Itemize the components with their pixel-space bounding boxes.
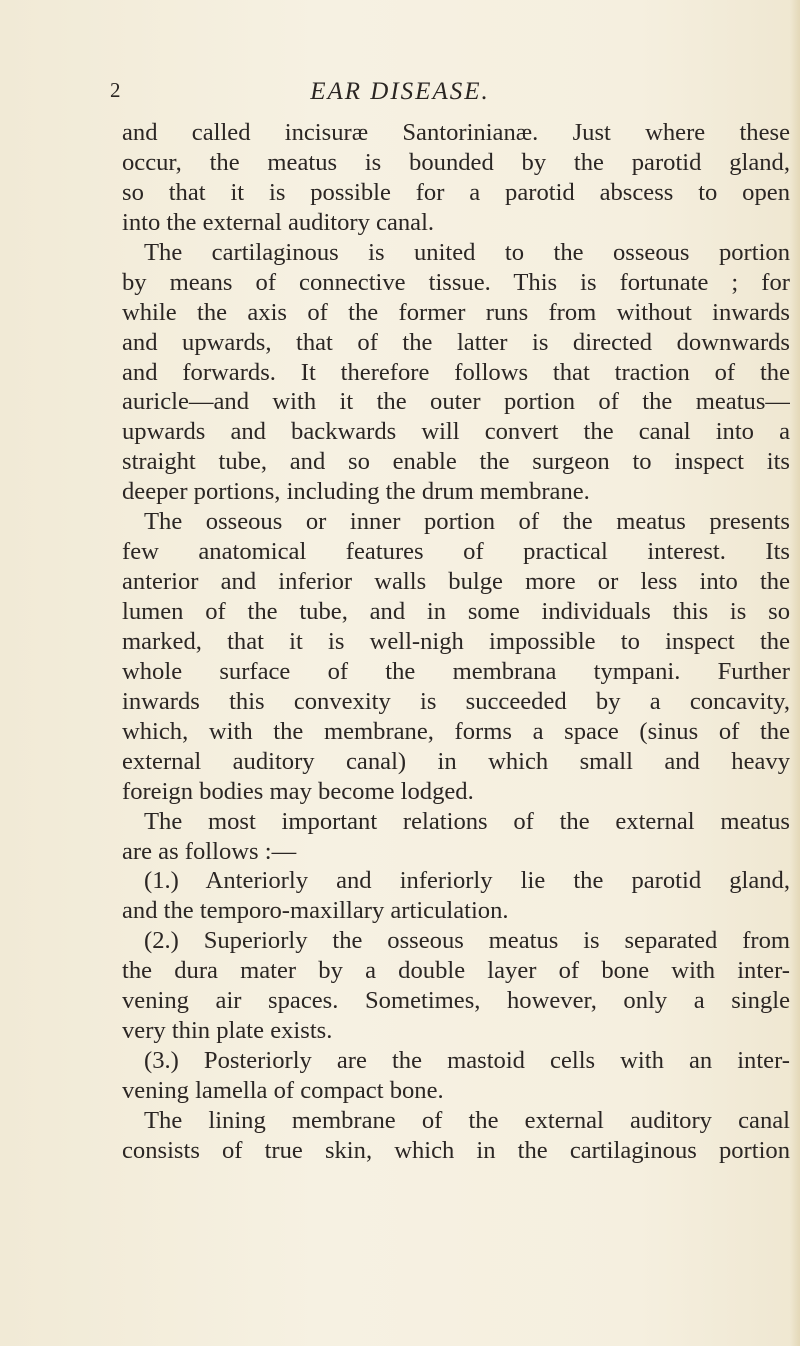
text-line: foreign bodies may become lodged. xyxy=(122,777,474,805)
text-line: consists of true skin, which in the cartilaginous portion xyxy=(122,1136,790,1164)
text-line: while the axis of the former runs from without inwards xyxy=(122,298,790,326)
text-line: deeper portions, including the drum membrane. xyxy=(122,478,590,506)
text-line: The most important relations of the external meatus xyxy=(144,807,790,835)
text-line: (3.) Posteriorly are the mastoid cells with an inter- xyxy=(144,1047,790,1075)
text-line: straight tube, and so enable the surgeon to inspect its xyxy=(122,448,790,476)
text-line: by means of connective tissue. This is fortunate ; for xyxy=(122,268,790,296)
text-line: very thin plate exists. xyxy=(122,1017,333,1045)
text-line: few anatomical features of practical interest. Its xyxy=(122,538,790,566)
text-line: and upwards, that of the latter is directed downwards xyxy=(122,328,790,356)
text-line: into the external auditory canal. xyxy=(122,208,435,236)
text-line: The cartilaginous is united to the osseous portion xyxy=(144,238,790,266)
text-line: which, with the membrane, forms a space (sinus of the xyxy=(122,717,790,745)
text-line: are as follows :— xyxy=(122,837,297,865)
text-line: upwards and backwards will convert the canal into a xyxy=(122,418,790,446)
text-line: (2.) Superiorly the osseous meatus is separated from xyxy=(144,927,790,955)
page-edge-shadow xyxy=(790,0,800,1346)
text-line: marked, that it is well-nigh impossible to inspect the xyxy=(122,627,790,655)
text-line: vening lamella of compact bone. xyxy=(122,1077,444,1104)
text-line: and called incisuræ Santorinianæ. Just where these xyxy=(122,119,790,146)
text-line: vening air spaces. Sometimes, however, only a single xyxy=(122,987,790,1015)
text-line: anterior and inferior walls bulge more or less into the xyxy=(122,568,790,596)
page-number: 2 xyxy=(110,78,121,102)
text-line: and forwards. It therefore follows that traction of the xyxy=(122,358,790,386)
text-line: and the temporo-maxillary articulation. xyxy=(122,897,509,925)
text-line: whole surface of the membrana tympani. Further xyxy=(122,657,790,685)
body-text xyxy=(122,118,790,1166)
text-line: external auditory canal) in which small and heavy xyxy=(122,747,790,775)
text-line: (1.) Anteriorly and inferiorly lie the parotid gland, xyxy=(144,867,790,895)
text-line: inwards this convexity is succeeded by a concavity, xyxy=(122,687,790,715)
text-line: so that it is possible for a parotid abscess to open xyxy=(122,178,790,206)
text-line: The lining membrane of the external auditory canal xyxy=(144,1106,790,1134)
text-line: The osseous or inner portion of the meatus presents xyxy=(144,508,790,536)
text-line: lumen of the tube, and in some individuals this is so xyxy=(122,598,790,625)
text-line: the dura mater by a double layer of bone with inter- xyxy=(122,957,790,985)
text-line: auricle—and with it the outer portion of the meatus— xyxy=(122,388,790,416)
page-header xyxy=(0,78,800,108)
text-line: occur, the meatus is bounded by the parotid gland, xyxy=(122,148,790,176)
running-head: EAR DISEASE. xyxy=(310,78,490,105)
